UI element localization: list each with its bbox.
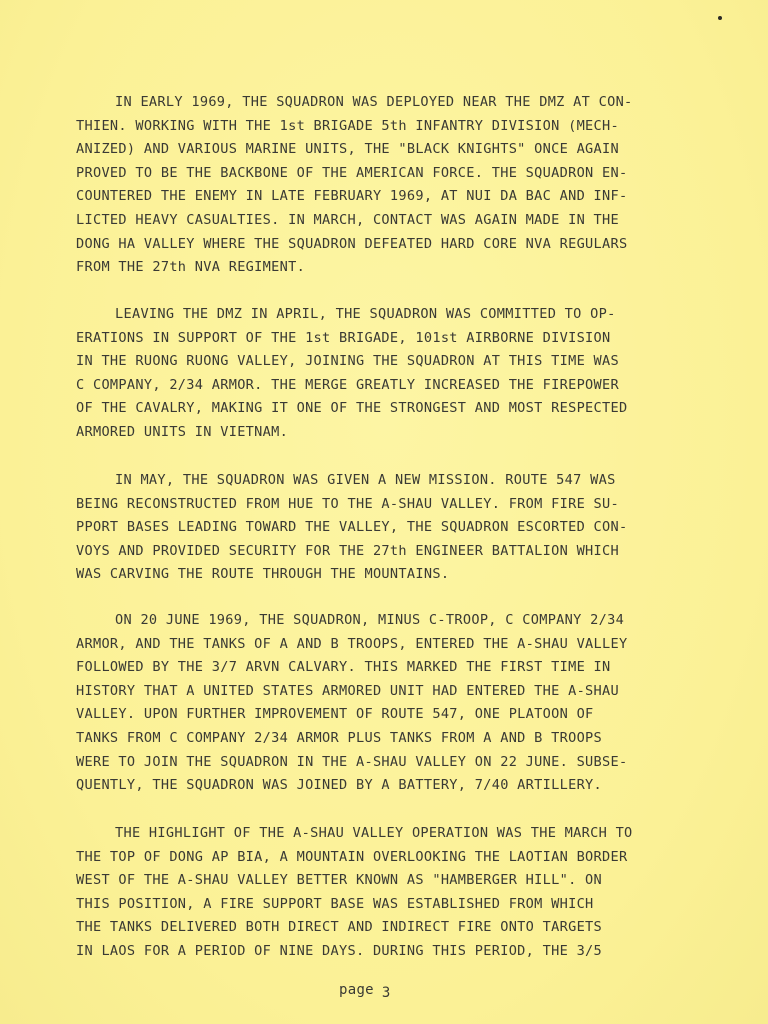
text-line: WAS CARVING THE ROUTE THROUGH THE MOUNTAINS. — [76, 566, 450, 583]
text-line: TANKS FROM C COMPANY 2/34 ARMOR PLUS TANKS FROM A AND B TROOPS — [76, 729, 603, 746]
text-line: IN EARLY 1969, THE SQUADRON WAS DEPLOYED NEAR THE DMZ AT CON- — [115, 94, 633, 110]
text-line: OF THE CAVALRY, MAKING IT ONE OF THE STRONGEST AND MOST RESPECTED — [76, 400, 628, 417]
ink-speck — [718, 16, 722, 20]
paragraph-5 — [76, 822, 716, 964]
text-line: WEST OF THE A-SHAU VALLEY BETTER KNOWN AS "HAMBERGER HILL". ON — [76, 872, 603, 889]
text-line: ON 20 JUNE 1969, THE SQUADRON, MINUS C-TROOP, C COMPANY 2/34 — [115, 612, 625, 628]
text-line: COUNTERED THE ENEMY IN LATE FEBRUARY 1969, AT NUI DA BAC AND INF- — [76, 188, 628, 205]
paragraph-1 — [76, 91, 716, 280]
text-line: ANIZED) AND VARIOUS MARINE UNITS, THE "BLACK KNIGHTS" ONCE AGAIN — [76, 141, 619, 158]
text-line: LEAVING THE DMZ IN APRIL, THE SQUADRON WAS COMMITTED TO OP- — [115, 306, 616, 322]
text-line: IN MAY, THE SQUADRON WAS GIVEN A NEW MISSION. ROUTE 547 WAS — [115, 472, 616, 488]
text-line: QUENTLY, THE SQUADRON WAS JOINED BY A BATTERY, 7/40 ARTILLERY. — [76, 777, 603, 794]
page-number — [339, 982, 391, 1001]
text-line: VOYS AND PROVIDED SECURITY FOR THE 27th ENGINEER BATTALION WHICH — [76, 542, 619, 559]
text-line: FROM THE 27th NVA REGIMENT. — [76, 259, 306, 276]
text-line: IN THE RUONG RUONG VALLEY, JOINING THE SQUADRON AT THIS TIME WAS — [76, 353, 619, 370]
page-label: page — [339, 982, 374, 998]
text-line: FOLLOWED BY THE 3/7 ARVN CALVARY. THIS MARKED THE FIRST TIME IN — [76, 659, 611, 676]
text-line: THIS POSITION, A FIRE SUPPORT BASE WAS ESTABLISHED FROM WHICH — [76, 895, 594, 912]
text-line: PROVED TO BE THE BACKBONE OF THE AMERICAN FORCE. THE SQUADRON EN- — [76, 164, 628, 181]
text-line: WERE TO JOIN THE SQUADRON IN THE A-SHAU VALLEY ON 22 JUNE. SUBSE- — [76, 753, 628, 770]
text-line: PPORT BASES LEADING TOWARD THE VALLEY, THE SQUADRON ESCORTED CON- — [76, 519, 628, 536]
text-line: ARMOR, AND THE TANKS OF A AND B TROOPS, ENTERED THE A-SHAU VALLEY — [76, 635, 628, 652]
text-line: HISTORY THAT A UNITED STATES ARMORED UNIT HAD ENTERED THE A-SHAU — [76, 682, 619, 699]
text-line: DONG HA VALLEY WHERE THE SQUADRON DEFEATED HARD CORE NVA REGULARS — [76, 235, 628, 252]
text-line: BEING RECONSTRUCTED FROM HUE TO THE A-SHAU VALLEY. FROM FIRE SU- — [76, 495, 619, 512]
text-line: THE TOP OF DONG AP BIA, A MOUNTAIN OVERLOOKING THE LAOTIAN BORDER — [76, 848, 628, 865]
text-line: ERATIONS IN SUPPORT OF THE 1st BRIGADE, 101st AIRBORNE DIVISION — [76, 329, 611, 346]
paragraph-2 — [76, 303, 716, 445]
text-line: ARMORED UNITS IN VIETNAM. — [76, 423, 289, 440]
paragraph-3 — [76, 469, 716, 587]
text-line: THIEN. WORKING WITH THE 1st BRIGADE 5th INFANTRY DIVISION (MECH- — [76, 117, 619, 134]
text-line: IN LAOS FOR A PERIOD OF NINE DAYS. DURING THIS PERIOD, THE 3/5 — [76, 942, 603, 959]
page-number-value: 3 — [381, 985, 391, 1001]
paragraph-4 — [76, 609, 716, 798]
text-line: C COMPANY, 2/34 ARMOR. THE MERGE GREATLY INCREASED THE FIREPOWER — [76, 376, 619, 393]
text-line: THE HIGHLIGHT OF THE A-SHAU VALLEY OPERATION WAS THE MARCH TO — [115, 825, 633, 841]
text-line: VALLEY. UPON FURTHER IMPROVEMENT OF ROUTE 547, ONE PLATOON OF — [76, 706, 594, 723]
text-line: THE TANKS DELIVERED BOTH DIRECT AND INDIRECT FIRE ONTO TARGETS — [76, 919, 603, 936]
text-line: LICTED HEAVY CASUALTIES. IN MARCH, CONTACT WAS AGAIN MADE IN THE — [76, 211, 619, 228]
